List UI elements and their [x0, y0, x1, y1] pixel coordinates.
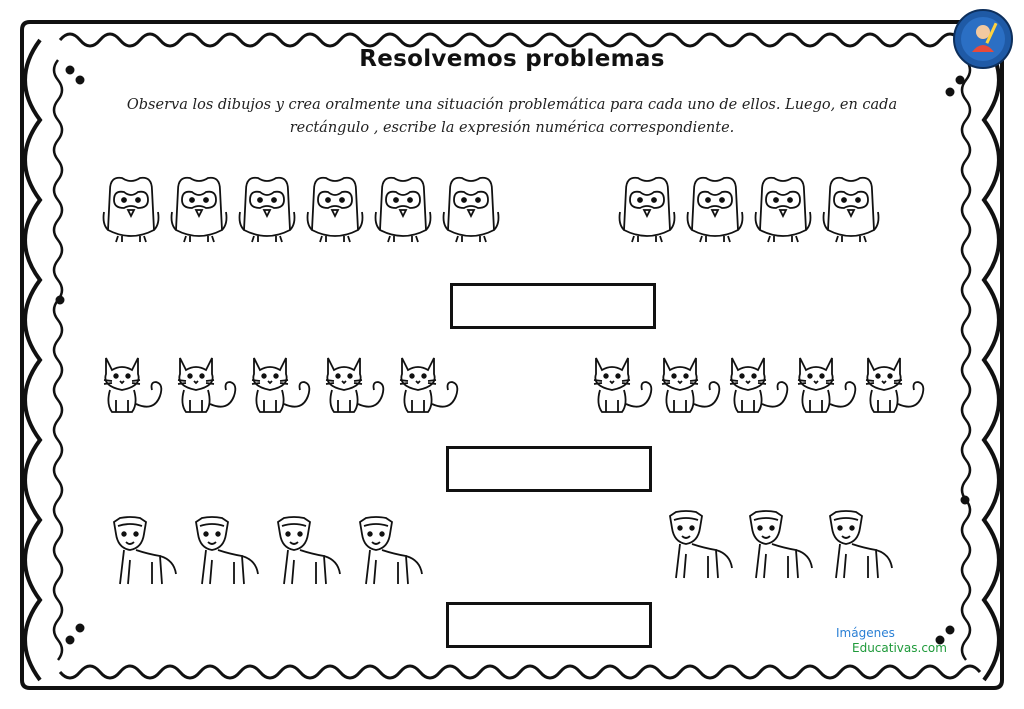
- owl-icon: [304, 172, 366, 248]
- instructions-line-2: rectángulo , escribe la expresión numérica correspondiente.: [289, 120, 735, 136]
- owl-icon: [100, 172, 162, 248]
- answer-box-2[interactable]: [446, 446, 652, 492]
- cat-icon: [320, 352, 394, 422]
- page-title: Resolvemos problemas: [359, 46, 665, 72]
- answer-box-3[interactable]: [446, 602, 652, 648]
- brand-line-1: Imágenes: [836, 626, 895, 640]
- owl-icon: [616, 172, 678, 248]
- instructions-line-1: Observa los dibujos y crea oralmente una situación problemática para cada uno de ellos. Luego, en cada: [126, 97, 898, 113]
- instructions: [62, 94, 962, 140]
- owl-icon: [236, 172, 298, 248]
- cat-icon: [394, 352, 468, 422]
- owl-icon: [168, 172, 230, 248]
- dog-icon: [190, 514, 264, 594]
- dog-icon: [108, 514, 182, 594]
- dog-icon: [824, 508, 898, 588]
- dog-icon: [354, 514, 428, 594]
- owl-icon: [752, 172, 814, 248]
- cat-icon: [172, 352, 246, 422]
- cat-icon: [656, 352, 730, 422]
- cat-icon: [860, 352, 934, 422]
- dog-icon: [744, 508, 818, 588]
- cat-icon: [792, 352, 866, 422]
- cat-icon: [588, 352, 662, 422]
- dog-icon: [272, 514, 346, 594]
- brand-line-2: Educativas.com: [852, 641, 947, 655]
- owl-icon: [440, 172, 502, 248]
- cat-icon: [98, 352, 172, 422]
- cat-icon: [724, 352, 798, 422]
- owl-icon: [372, 172, 434, 248]
- dog-icon: [664, 508, 738, 588]
- cat-icon: [246, 352, 320, 422]
- owl-icon: [820, 172, 882, 248]
- brand-watermark: [836, 626, 947, 656]
- owl-icon: [684, 172, 746, 248]
- answer-box-1[interactable]: [450, 283, 656, 329]
